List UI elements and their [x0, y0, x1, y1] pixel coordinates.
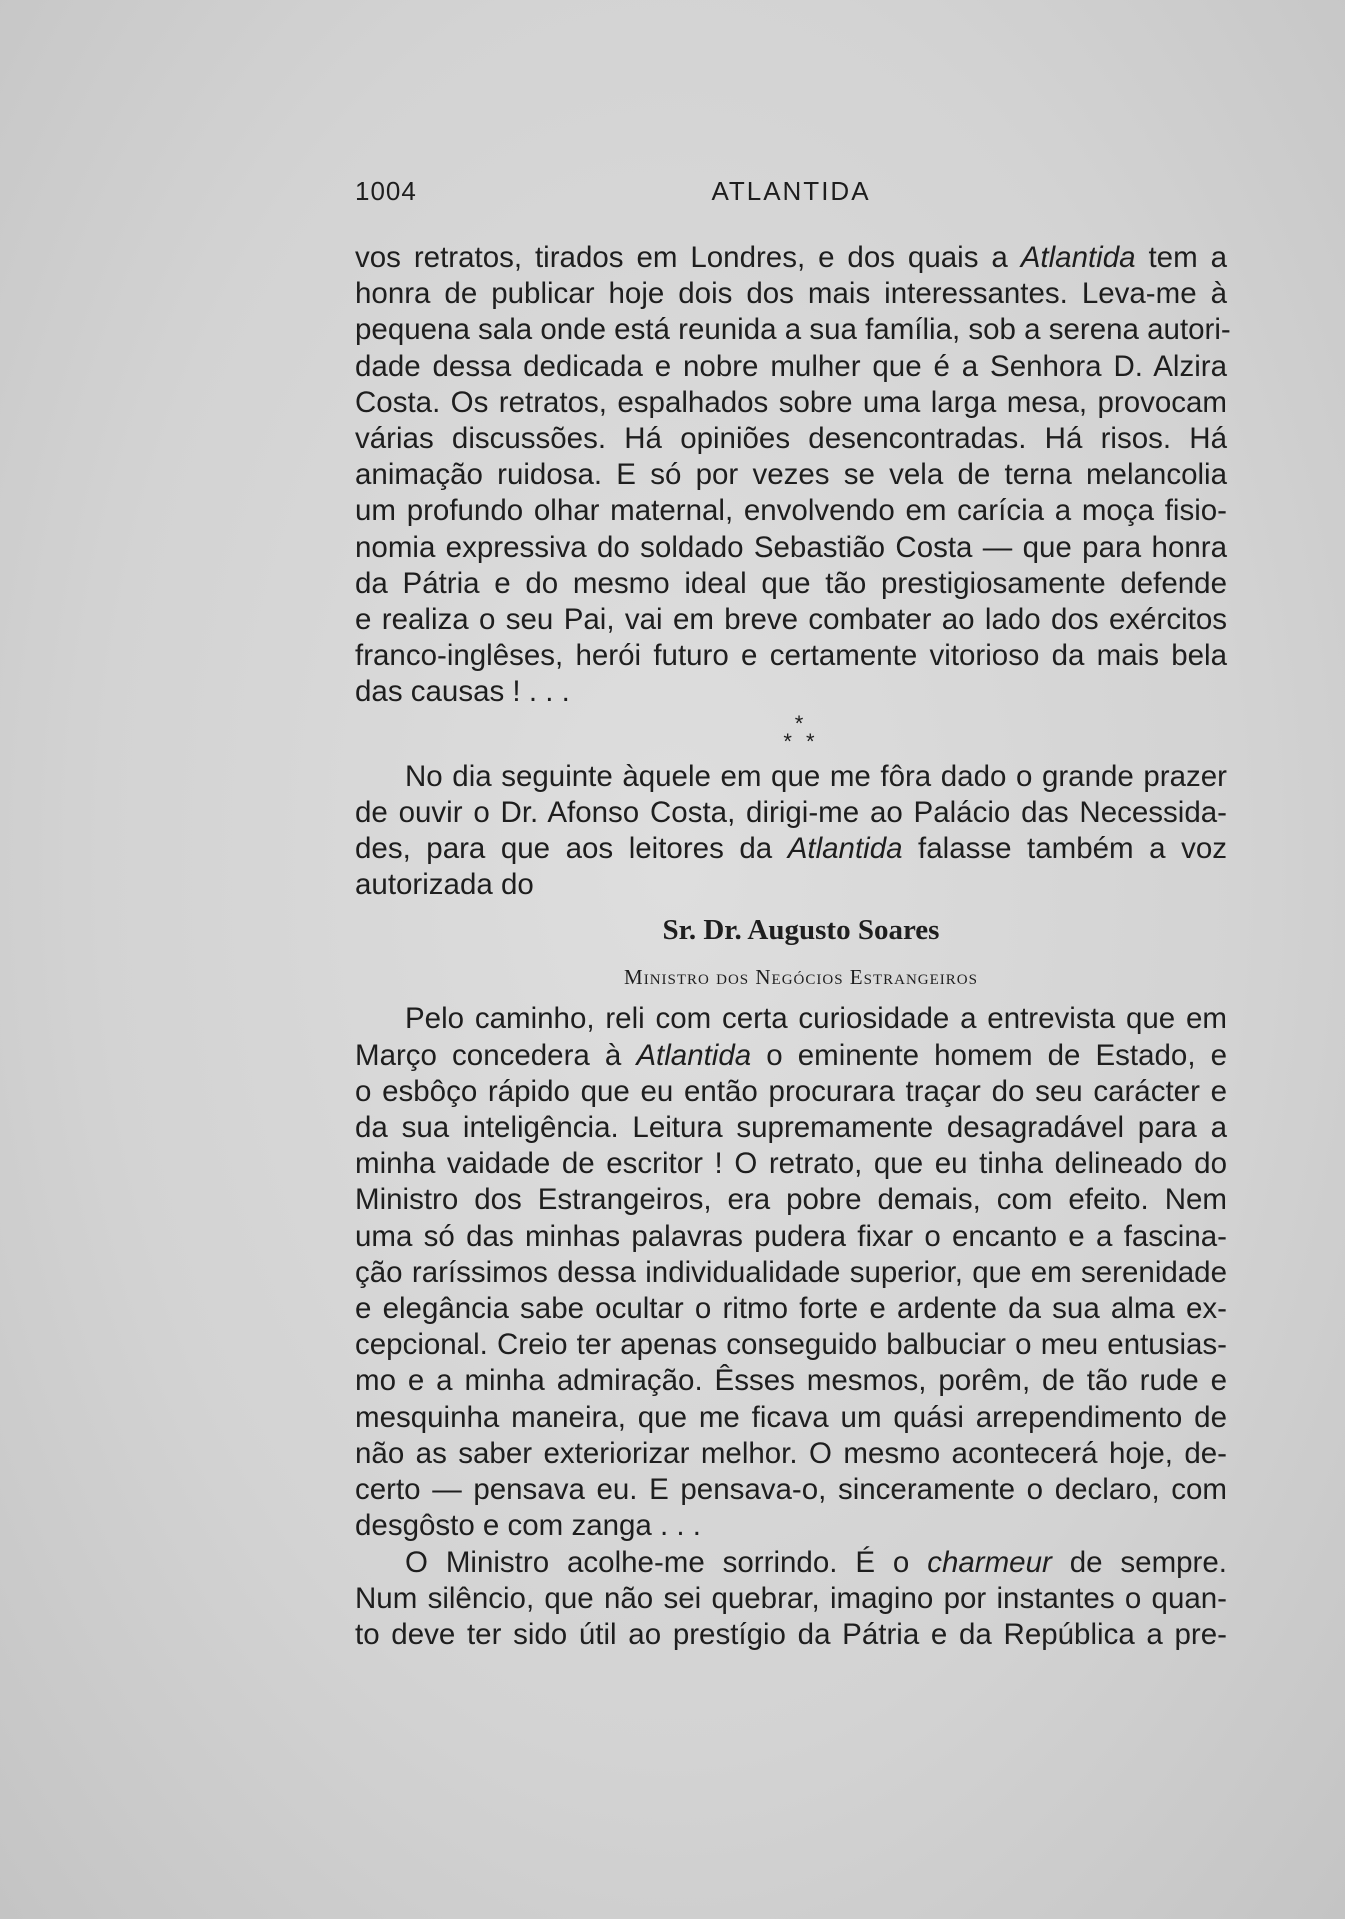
text-line: vos retratos, tirados em Londres, e dos quais a Atlantida tem a — [355, 241, 1227, 274]
page-number: 1004 — [355, 176, 417, 206]
page-header — [355, 176, 1227, 216]
text-line: desgôsto e com zanga . . . — [355, 1509, 702, 1543]
page-body — [355, 240, 1231, 1653]
paragraph-reflection — [355, 1001, 1227, 1544]
text-line: dade dessa dedicada e nobre mulher que é a Senhora D. Alzira — [355, 349, 1227, 383]
text-line: mesquinha maneira, que me ficava um quási arrependimento de — [355, 1400, 1227, 1434]
text-line: ção raríssimos dessa individualidade superior, que em serenidade — [355, 1255, 1227, 1289]
text-line: cepcional. Creio ter apenas conseguido balbuciar o meu entusias- — [355, 1328, 1227, 1362]
text-line: animação ruidosa. E só por vezes se vela de terna melancolia — [355, 458, 1227, 492]
text-line: das causas ! . . . — [355, 675, 570, 709]
text-line: Ministro dos Estrangeiros, era pobre demais, com efeito. Nem — [355, 1183, 1227, 1217]
text-line: várias discussões. Há opiniões desencontradas. Há risos. Há — [355, 422, 1227, 456]
text-line: O Ministro acolhe-me sorrindo. É o charmeur de sempre. — [405, 1545, 1227, 1579]
text-line: Costa. Os retratos, espalhados sobre uma larga mesa, provocam — [355, 385, 1227, 419]
text-line: Num silêncio, que não sei quebrar, imagino por instantes o quan- — [355, 1581, 1227, 1615]
asterism-top: * — [794, 710, 808, 736]
text-line: e elegância sabe ocultar o ritmo forte e ardente da sua alma ex- — [355, 1292, 1227, 1326]
text-line: da Pátria e do mesmo ideal que tão prestigiosamente defende — [355, 566, 1227, 600]
text-line: mo e a minha admiração. Êsses mesmos, porêm, de tão rude e — [355, 1364, 1227, 1398]
section-asterism — [355, 710, 1227, 759]
text-line: uma só das minhas palavras pudera fixar o encanto e a fascina- — [355, 1219, 1227, 1253]
text-line: franco-inglêses, herói futuro e certamente vitorioso da mais bela — [355, 639, 1227, 673]
text-line: da sua inteligência. Leitura supremamente desagradável para a — [355, 1111, 1227, 1145]
text-line: des, para que aos leitores da Atlantida falasse também a voz — [355, 832, 1227, 866]
text-line: minha vaidade de escritor ! O retrato, que eu tinha delineado do — [355, 1147, 1227, 1181]
paragraph-intro — [355, 759, 1227, 904]
text-line: Pelo caminho, reli com certa curiosidade a entrevista que em — [405, 1002, 1227, 1036]
interviewee-name: Sr. Dr. Augusto Soares — [662, 914, 940, 947]
running-title: ATLANTIDA — [711, 176, 871, 206]
text-line: um profundo olhar maternal, envolvendo em carícia a moça fisio- — [355, 494, 1227, 528]
paragraph-continuation — [355, 240, 1231, 711]
text-line: não as saber exteriorizar melhor. O mesmo acontecerá hoje, de- — [355, 1436, 1227, 1470]
text-line: o esbôço rápido que eu então procurara traçar do seu carácter e — [355, 1074, 1227, 1108]
text-line: e realiza o seu Pai, vai em breve combater ao lado dos exércitos — [355, 603, 1227, 637]
asterism-bottom: * * — [783, 728, 819, 754]
interviewee-role: Ministro dos Negócios Estrangeiros — [624, 965, 978, 990]
text-line: pequena sala onde está reunida a sua família, sob a serena autori- — [355, 313, 1231, 347]
text-line: certo — pensava eu. E pensava-o, sinceramente o declaro, com — [355, 1473, 1227, 1507]
text-line: No dia seguinte àquele em que me fôra dado o grande prazer — [405, 759, 1227, 793]
text-line: honra de publicar hoje dois dos mais interessantes. Leva-me à — [355, 277, 1227, 311]
text-line: to deve ter sido útil ao prestígio da Pátria e da República a pre- — [355, 1617, 1227, 1651]
paragraph-minister — [355, 1545, 1227, 1654]
text-line: Março concedera à Atlantida o eminente homem de Estado, e — [355, 1038, 1227, 1072]
text-line: autorizada do — [355, 868, 534, 902]
text-line: nomia expressiva do soldado Sebastião Costa — que para honra — [355, 530, 1227, 564]
text-line: de ouvir o Dr. Afonso Costa, dirigi-me ao Palácio das Necessida- — [355, 795, 1227, 829]
